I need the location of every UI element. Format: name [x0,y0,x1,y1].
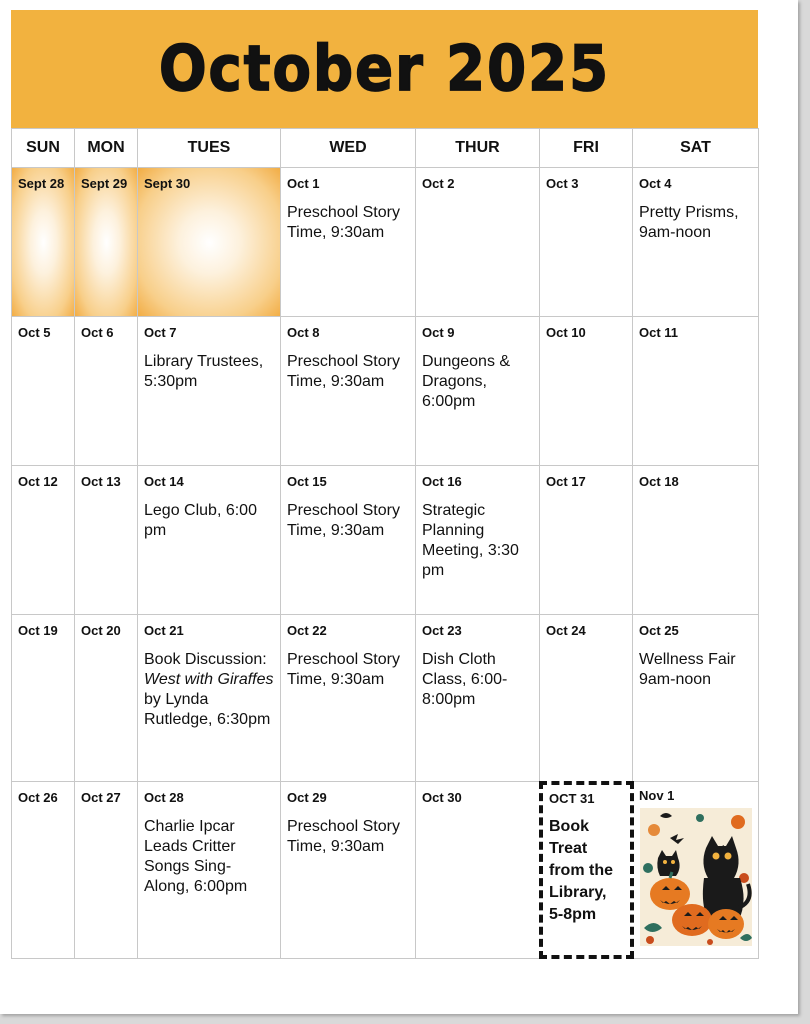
day-cell [633,615,759,782]
day-cell [12,782,75,959]
day-cell [633,168,759,317]
day-date: Oct 1 [287,176,320,191]
day-date: Sept 29 [81,176,128,191]
day-cell [416,317,540,466]
day-date: Oct 16 [422,474,462,489]
day-cell [281,615,416,782]
week-row [12,317,759,466]
day-event: Strategic Planning Meeting, 3:30 pm [422,502,519,579]
day-cell [540,168,633,317]
day-date: Oct 20 [81,623,121,638]
day-cell [633,466,759,615]
day-date: Oct 6 [81,325,114,340]
day-cell [416,168,540,317]
day-date: Oct 22 [287,623,327,638]
day-date: Oct 2 [422,176,455,191]
day-date: Oct 5 [18,325,51,340]
day-date: Oct 9 [422,325,455,340]
weekday-thu: THUR [416,129,540,168]
day-cell [540,466,633,615]
day-event: Preschool Story Time, 9:30am [287,502,400,539]
day-event: Lego Club, 6:00 pm [144,502,257,539]
day-date: Oct 23 [422,623,462,638]
day-cell [138,168,281,317]
day-cell [75,168,138,317]
day-cell [75,466,138,615]
day-date: Nov 1 [639,788,675,803]
day-date: Oct 3 [546,176,579,191]
day-date: Oct 13 [81,474,121,489]
day-cell [75,615,138,782]
day-cell [138,317,281,466]
day-date: Oct 24 [546,623,586,638]
day-event: Dish Cloth Class, 6:00-8:00pm [422,651,508,708]
day-date: Oct 4 [639,176,672,191]
day-cell [138,466,281,615]
weekday-sat: SAT [633,129,759,168]
book-title: West with Giraffes [144,671,274,688]
day-cell [138,615,281,782]
book-prefix: Book Discussion: [144,651,267,668]
weekday-header-row [12,129,759,168]
day-event: Preschool Story Time, 9:30am [287,353,400,390]
day-cell [281,782,416,959]
day-date: Sept 28 [18,176,65,191]
title-banner [11,10,758,128]
day-date: Oct 27 [81,790,121,805]
day-date: OCT 31 [549,791,595,806]
day-cell [12,317,75,466]
day-date: Oct 11 [639,325,679,340]
week-row [12,466,759,615]
day-event: Dungeons & Dragons, 6:00pm [422,353,511,410]
day-date: Oct 29 [287,790,327,805]
day-date: Oct 8 [287,325,320,340]
day-date: Oct 18 [639,474,679,489]
weekday-mon: MON [75,129,138,168]
day-date: Oct 21 [144,623,184,638]
weekday-fri: FRI [540,129,633,168]
day-cell [281,168,416,317]
day-cell [75,782,138,959]
day-date: Oct 30 [422,790,462,805]
day-date: Oct 7 [144,325,177,340]
day-date: Oct 19 [18,623,58,638]
day-date: Oct 17 [546,474,586,489]
day-cell [12,466,75,615]
day-cell [12,615,75,782]
day-cell [138,782,281,959]
day-date: Oct 14 [144,474,184,489]
day-event: Book Treat from the Library, 5-8pm [549,818,613,923]
day-date: Oct 28 [144,790,184,805]
day-date: Oct 12 [18,474,58,489]
halloween-cat-pumpkins-icon [640,808,752,946]
day-date: Oct 10 [546,325,586,340]
book-discussion-event [144,650,274,730]
day-cell [540,317,633,466]
day-event: Preschool Story Time, 9:30am [287,651,400,688]
day-cell [416,782,540,959]
book-suffix: by Lynda Rutledge, 6:30pm [144,691,271,728]
week-row [12,168,759,317]
day-event: Preschool Story Time, 9:30am [287,818,400,855]
weekday-wed: WED [281,129,416,168]
day-date: Sept 30 [144,176,191,191]
day-cell [281,317,416,466]
day-date: Oct 26 [18,790,58,805]
day-cell [12,168,75,317]
weekday-sun: SUN [12,129,75,168]
day-cell [633,317,759,466]
weekday-tue: TUES [138,129,281,168]
week-row [12,615,759,782]
day-event: Library Trustees, 5:30pm [144,353,264,390]
day-event: Preschool Story Time, 9:30am [287,204,400,241]
day-cell [416,615,540,782]
day-date: Oct 15 [287,474,327,489]
day-date: Oct 25 [639,623,679,638]
day-event: Pretty Prisms, 9am-noon [639,204,739,241]
day-cell [540,615,633,782]
day-event: Wellness Fair 9am-noon [639,651,736,688]
day-cell [75,317,138,466]
oct-31-highlight-cell [539,781,634,959]
day-event: Charlie Ipcar Leads Critter Songs Sing-Along, 6:00pm [144,818,248,895]
page-title: October 2025 [158,32,611,106]
day-cell [416,466,540,615]
day-cell [281,466,416,615]
